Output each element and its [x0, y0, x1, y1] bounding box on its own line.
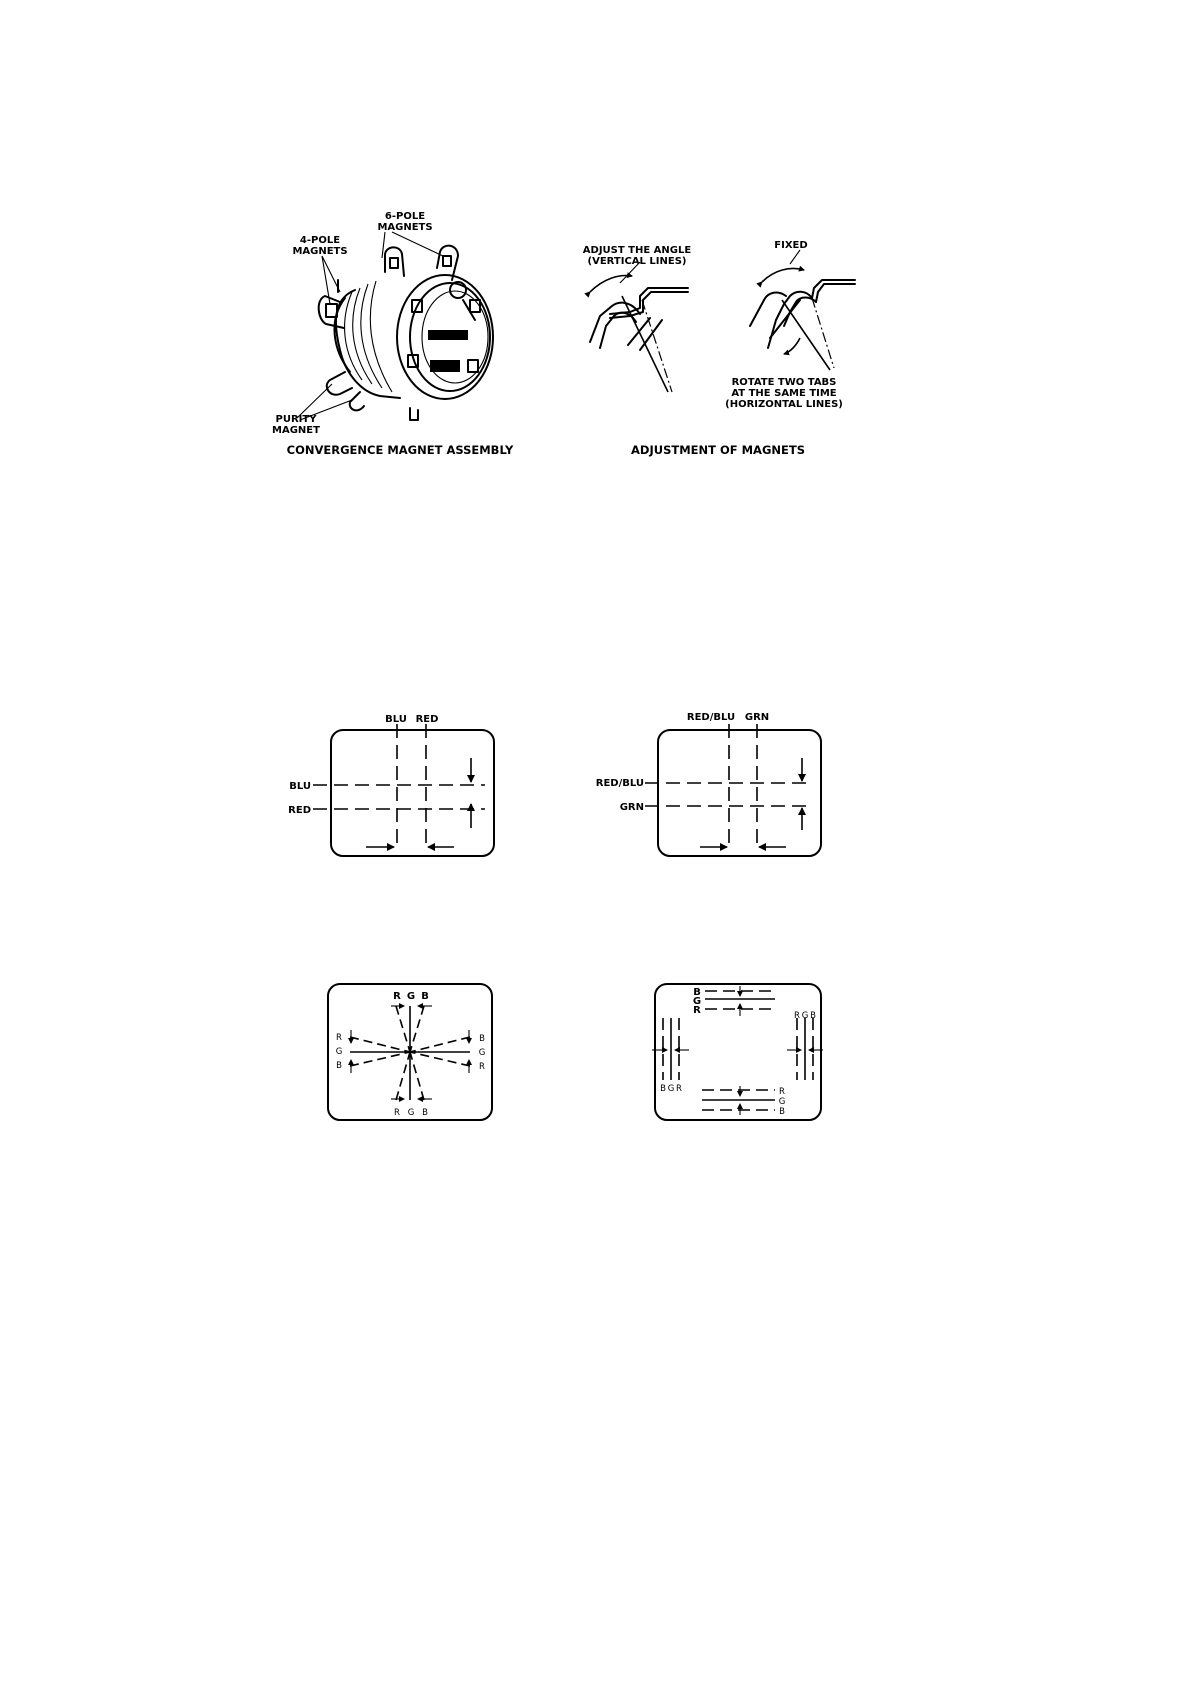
- adjust-angle-label-line1: ADJUST THE ANGLE: [582, 245, 692, 256]
- rotate-label-line2: AT THE SAME TIME: [731, 388, 837, 399]
- four-pole-label-line2: MAGNETS: [292, 246, 348, 257]
- four-pole-label-line1: 4-POLE: [299, 235, 341, 246]
- screen-frame: [331, 730, 494, 856]
- screen4-top-b: B: [693, 987, 701, 998]
- screen3-right-b: B: [479, 1034, 485, 1044]
- screen3-left-b: B: [336, 1061, 342, 1071]
- screen3-top-b: B: [421, 991, 429, 1002]
- screen3-right-r: R: [479, 1062, 485, 1072]
- screen2-side-label-redblu: RED/BLU: [595, 778, 644, 789]
- fixed-label: FIXED: [774, 240, 808, 251]
- screen3-left-g: G: [335, 1047, 343, 1057]
- convergence-magnet-assembly-figure: [272, 211, 514, 457]
- screen3-top-r: R: [393, 991, 401, 1002]
- screen4-right-g: G: [801, 1011, 809, 1021]
- screen4-bottom-b: B: [779, 1107, 785, 1117]
- screen3-right-g: G: [478, 1048, 486, 1058]
- assembly-caption: CONVERGENCE MAGNET ASSEMBLY: [286, 443, 514, 457]
- screen-redblu-grn: [596, 712, 821, 856]
- adjustment-of-magnets-figure: [583, 240, 855, 457]
- screen4-right-b: B: [810, 1011, 816, 1021]
- screen4-bottom-r: R: [779, 1087, 785, 1097]
- adjust-angle-label-line2: (VERTICAL LINES): [587, 256, 687, 267]
- screen-frame: [658, 730, 821, 856]
- screen3-bottom-g: G: [407, 1108, 415, 1118]
- screen4-top-g: G: [692, 996, 702, 1007]
- screen1-top-label-red: RED: [415, 714, 439, 725]
- screen1-side-label-blu: BLU: [289, 781, 311, 792]
- screen2-top-label-grn: GRN: [744, 712, 770, 723]
- screen3-left-r: R: [336, 1033, 342, 1043]
- magnet-assembly-illustration: [297, 232, 493, 420]
- purity-label-line1: PURITY: [275, 414, 317, 425]
- adjustment-caption: ADJUSTMENT OF MAGNETS: [631, 443, 805, 457]
- screen2-top-label-redblu: RED/BLU: [686, 712, 736, 723]
- six-pole-label-line1: 6-POLE: [384, 211, 426, 222]
- rotate-label-line1: ROTATE TWO TABS: [731, 377, 837, 388]
- screen1-side-label-red: RED: [288, 805, 311, 816]
- screen4-left-b: B: [660, 1084, 666, 1094]
- screen-edge-convergence: [652, 984, 823, 1120]
- adjust-angle-tab-illustration: [590, 262, 688, 392]
- screen2-side-label-grn: GRN: [619, 802, 644, 813]
- six-pole-label-line2: MAGNETS: [377, 222, 433, 233]
- screen4-bottom-g: G: [778, 1097, 786, 1107]
- screen-blu-red: [288, 714, 494, 856]
- screen4-right-r: R: [794, 1011, 800, 1021]
- screen3-bottom-r: R: [394, 1108, 400, 1118]
- rotate-label-line3: (HORIZONTAL LINES): [725, 399, 843, 410]
- screen4-left-g: G: [667, 1084, 675, 1094]
- purity-label-line2: MAGNET: [272, 425, 320, 436]
- screen-star-convergence: [328, 984, 492, 1120]
- rotate-tabs-illustration: [750, 250, 855, 370]
- screen3-top-g: G: [406, 991, 416, 1002]
- screen4-top-r: R: [693, 1005, 701, 1016]
- screen1-top-label-blu: BLU: [385, 714, 407, 725]
- screen4-left-r: R: [676, 1084, 682, 1094]
- screen3-bottom-b: B: [422, 1108, 428, 1118]
